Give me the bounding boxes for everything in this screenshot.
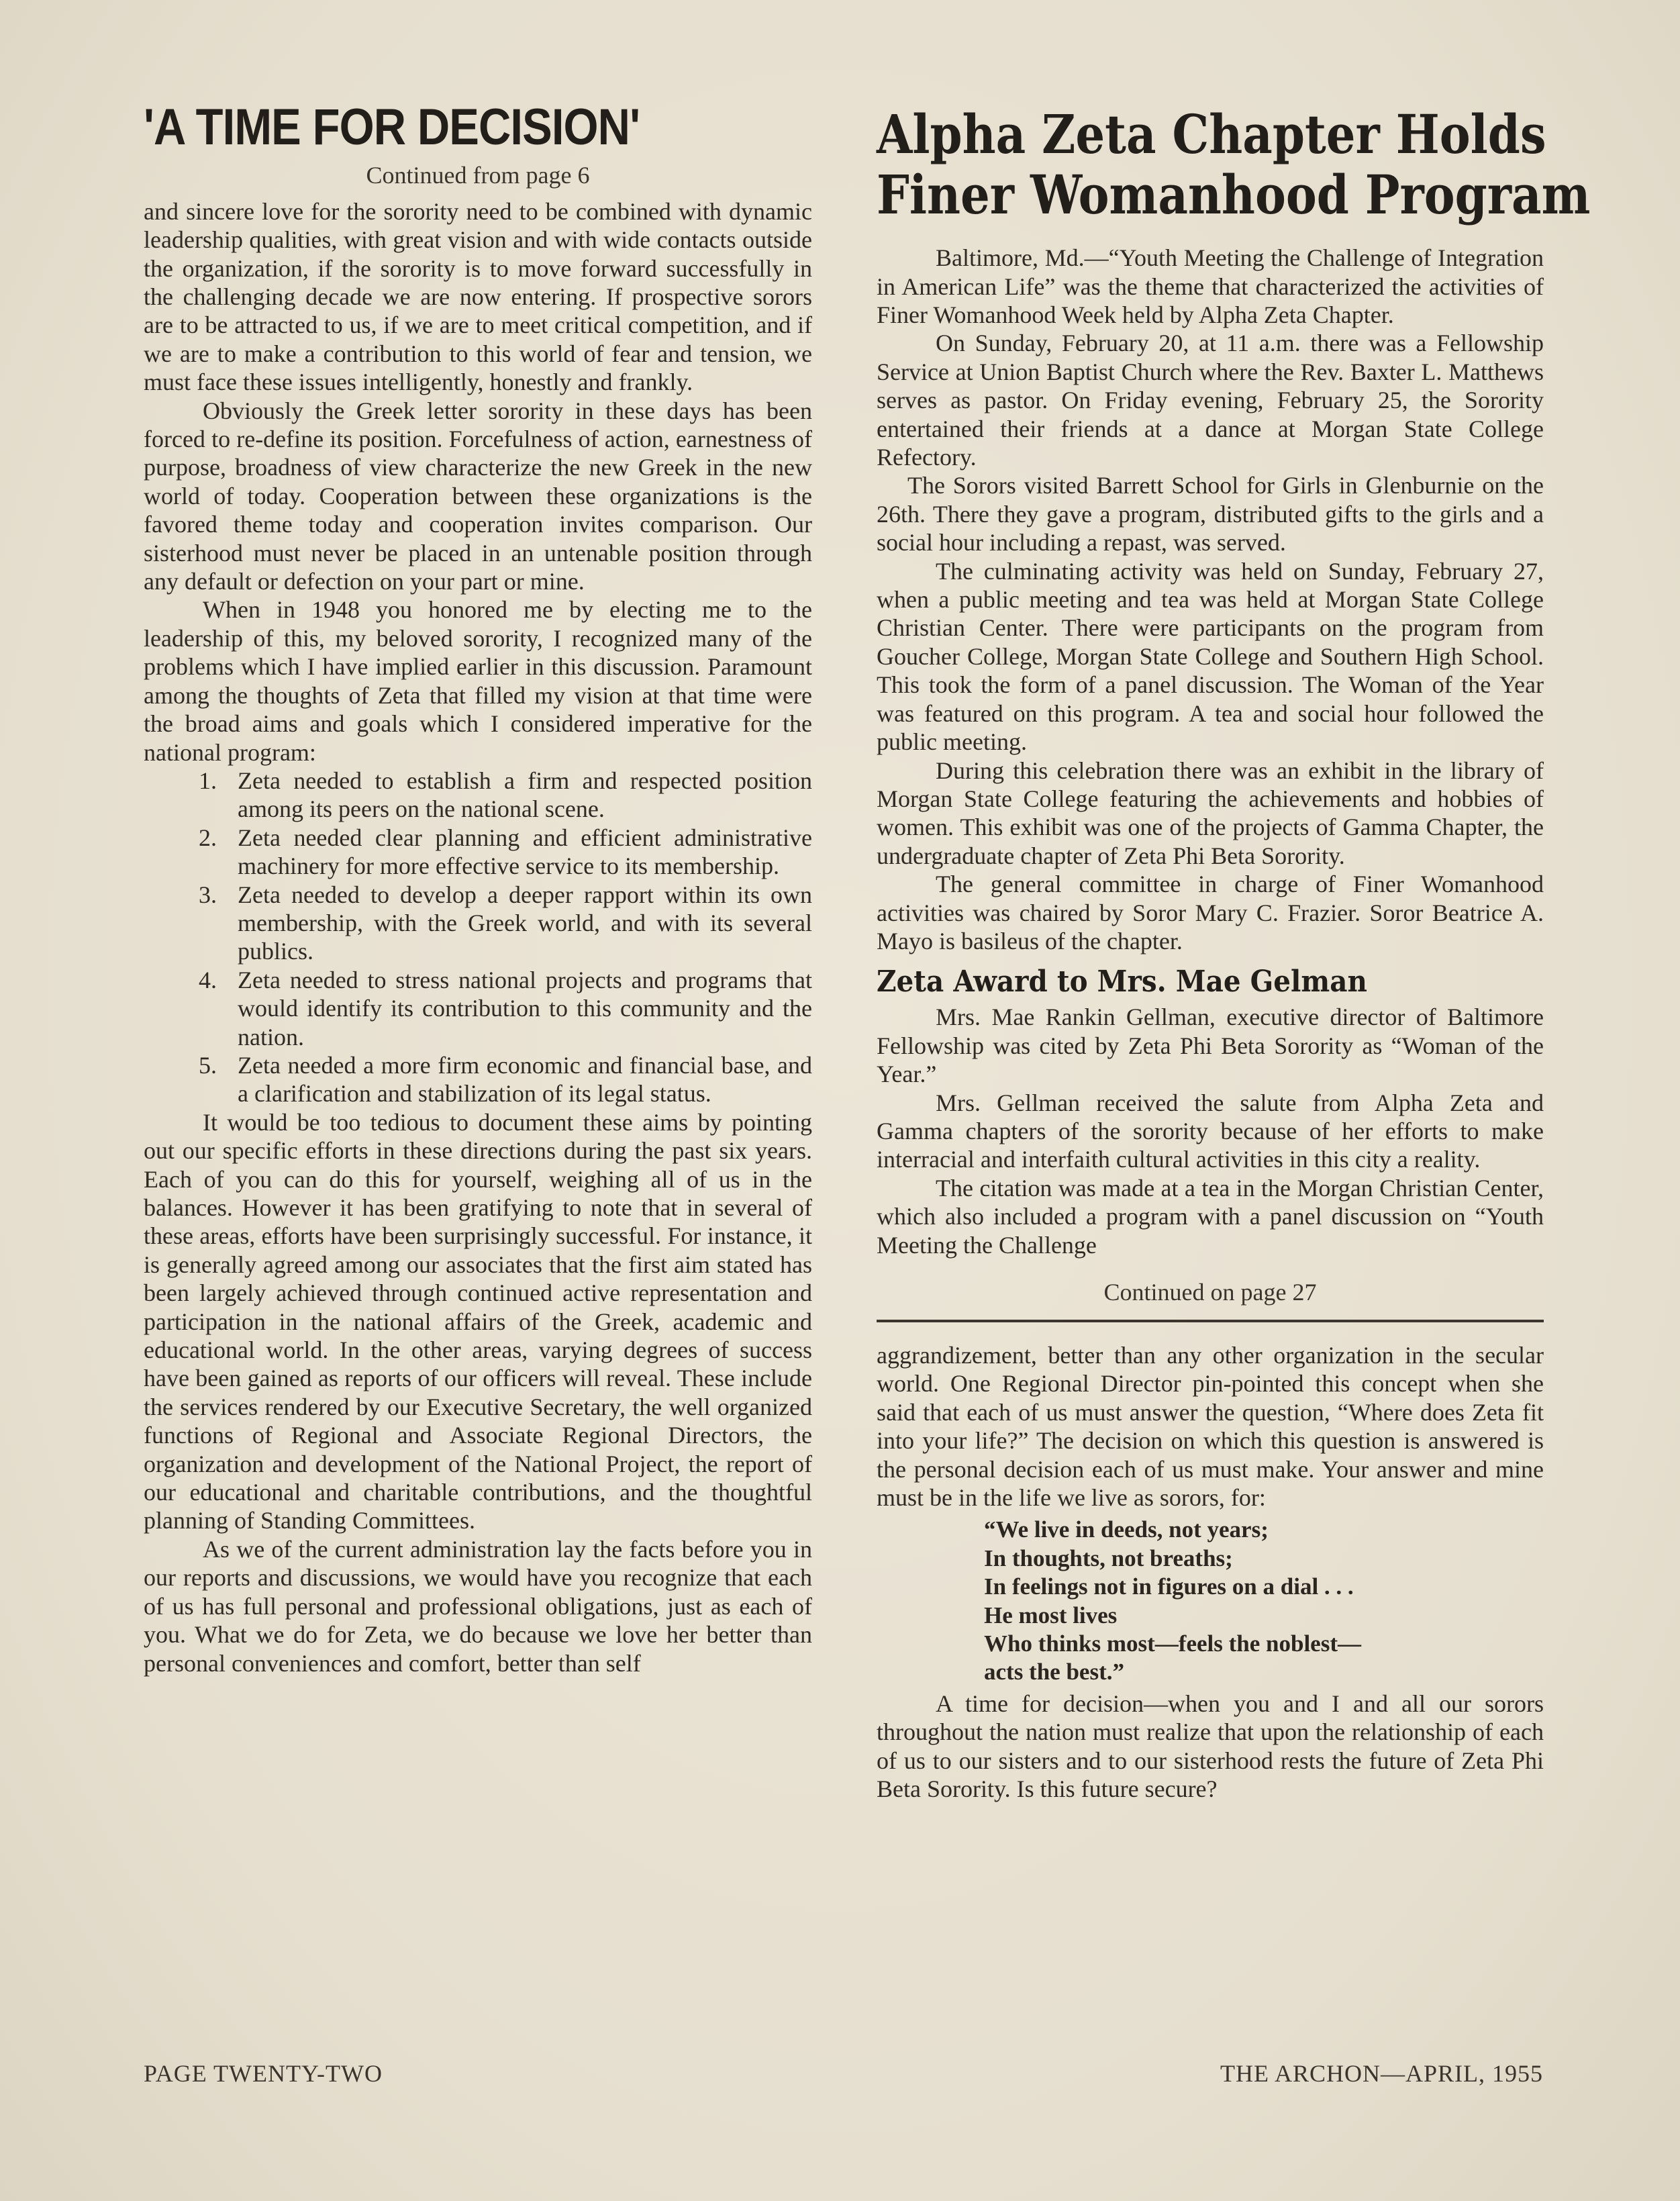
title-line: Finer Womanhood Program: [877, 162, 1591, 226]
paragraph: aggrandizement, better than any other organization in the secular world. One Regional Director pin-pointed this concept when she said that each of us must answer the question, “Where does Zeta fit into your life?” The decision on which this question is answered is the personal decision each of us must make. Your answer and mine must be in the life we live as sorors, for:: [877, 1342, 1544, 1512]
title-line: Alpha Zeta Chapter Holds: [877, 103, 1546, 166]
paragraph: It would be too tedious to document these aims by pointing out our specific efforts in these directions during the past six years. Each of you can do this for yourself, weighing all of us in the balances. However it has been gratifying to note that in several of these areas, efforts have been surprisingly successful. For instance, it is generally agreed among our associates that the first aim stated has been largely achieved through continued active representation and participation in the national affairs of the Greek, academic and educational world. In the other areas, varying degrees of success have been gained as reports of our officers will reveal. These include the services rendered by our Executive Secretary, the well organized functions of Regional and Associate Regional Directors, the organization and development of the National Project, the report of our educational and charitable contributions, and the thoughtful planning of Standing Committees.: [144, 1108, 812, 1534]
poem-quote: [984, 1516, 1544, 1686]
aims-list-item: [199, 824, 812, 881]
aim-text: Zeta needed clear planning and efficient administrative machinery for more effective service to its membership.: [238, 824, 812, 880]
paragraph: During this celebration there was an exhibit in the library of Morgan State College featuring the achievements and hobbies of women. This exhibit was one of the projects of Gamma Chapter, the undergraduate chapter of Zeta Phi Beta Sorority.: [877, 756, 1544, 869]
paragraph: The Sorors visited Barrett School for Girls in Glenburnie on the 26th. There they gave a program, distributed gifts to the girls and a social hour including a repast, was served.: [877, 472, 1544, 556]
poem-line: In thoughts, not breaths;: [984, 1545, 1233, 1571]
aim-number: 5.: [199, 1051, 217, 1079]
aims-list-item: [199, 767, 812, 824]
award-heading: Zeta Award to Mrs. Mae Gelman: [877, 965, 1367, 999]
aim-text: Zeta needed to establish a firm and respected position among its peers on the national scene.: [238, 767, 812, 823]
paragraph: Mrs. Gellman received the salute from Alpha Zeta and Gamma chapters of the sorority because of her efforts to make interracial and interfaith cultural activities in this city a reality.: [877, 1089, 1544, 1173]
continued-on-note: Continued on page 27: [1103, 1279, 1317, 1306]
left-column: [144, 101, 812, 1677]
paragraph: and sincere love for the sorority need to be combined with dynamic leadership qualities, with great vision and with wide contacts outside the organization, if the sorority is to move forward successfully in the challenging decade we are now entering. If prospective sorors are to be attracted to us, if we are to meet critical competition, and if we are to make a contribution to this world of fear and tension, we must face these issues intelligently, honestly and frankly.: [144, 197, 812, 396]
aims-list-item: [199, 881, 812, 966]
paragraph: Mrs. Mae Rankin Gellman, executive director of Baltimore Fellowship was cited by Zeta Phi Beta Sorority as “Woman of the Year.”: [877, 1004, 1544, 1088]
aims-list-item: [199, 1051, 812, 1108]
paragraph: Obviously the Greek letter sorority in these days has been forced to re-define its position. Forcefulness of action, earnestness of purpose, broadness of view characterize the new Greek in the new world of today. Cooperation between these organizations is the favored theme today and cooperation invites comparison. Our sisterhood must never be placed in an untenable position through any default or defection on your part or mine.: [144, 397, 812, 595]
aim-text: Zeta needed to stress national projects and programs that would identify its contribution to this community and the nation.: [238, 966, 812, 1050]
paragraph: The culminating activity was held on Sunday, February 27, when a public meeting and tea was held at Morgan State College Christian Center. There were participants on the program from Goucher College, Morgan State College and Southern High School. This took the form of a panel discussion. The Woman of the Year was featured on this program. A tea and social hour followed the public meeting.: [877, 557, 1544, 756]
page-number-footer: PAGE TWENTY-TWO: [144, 2060, 383, 2087]
aim-number: 3.: [199, 881, 217, 908]
poem-line: Who thinks most—feels the noblest—: [984, 1630, 1361, 1657]
paragraph: On Sunday, February 20, at 11 a.m. there was a Fellowship Service at Union Baptist Church where the Rev. Baxter L. Matthews serves as pastor. On Friday evening, February 25, the Sorority entertained their friends at a dance at Morgan State College Refectory.: [877, 330, 1544, 471]
aim-number: 2.: [199, 824, 217, 851]
article-title-alpha-zeta: [877, 103, 1591, 226]
aim-number: 1.: [199, 767, 217, 794]
poem-line: He most lives: [984, 1602, 1118, 1628]
paragraph: The general committee in charge of Finer Womanhood activities was chaired by Soror Mary C. Frazier. Soror Beatrice A. Mayo is basileus of the chapter.: [877, 871, 1544, 955]
poem-line: In feelings not in figures on a dial . . .: [984, 1573, 1354, 1600]
aim-number: 4.: [199, 966, 217, 993]
divider-rule: [877, 1320, 1544, 1322]
paragraph: Baltimore, Md.—“Youth Meeting the Challenge of Integration in American Life” was the theme that characterized the activities of Finer Womanhood Week held by Alpha Zeta Chapter.: [877, 244, 1544, 328]
poem-line: acts the best.”: [984, 1659, 1124, 1685]
aim-text: Zeta needed to develop a deeper rapport within its own membership, with the Greek world, and with its several publics.: [238, 881, 812, 965]
paragraph: A time for decision—when you and I and all our sorors throughout the nation must realize that upon the relationship of each of us to our sisters and to our sisterhood rests the future of Zeta Phi Beta Sorority. Is this future secure?: [877, 1690, 1544, 1803]
paragraph: The citation was made at a tea in the Morgan Christian Center, which also included a program with a panel discussion on “Youth Meeting the Challenge: [877, 1174, 1544, 1259]
publication-footer: THE ARCHON—APRIL, 1955: [1220, 2060, 1543, 2087]
aims-list: [144, 767, 812, 1108]
paragraph: As we of the current administration lay the facts before you in our reports and discussions, we would have you recognize that each of us has full personal and professional obligations, just as each of you. What we do for Zeta, we do because we love her better than personal conveniences and comfort, better than self: [144, 1535, 812, 1677]
paragraph: When in 1948 you honored me by electing me to the leadership of this, my beloved sorority, I recognized many of the problems which I have implied earlier in this discussion. Paramount among the thoughts of Zeta that filled my vision at that time were the broad aims and goals which I considered imperative for the national program:: [144, 596, 812, 766]
continued-from-note: Continued from page 6: [366, 161, 590, 189]
poem-line: “We live in deeds, not years;: [984, 1516, 1269, 1543]
right-column: [877, 101, 1591, 1804]
aims-list-item: [199, 966, 812, 1051]
aim-text: Zeta needed a more firm economic and financial base, and a clarification and stabilization of its legal status.: [238, 1051, 812, 1108]
article-title-time-for-decision: 'A TIME FOR DECISION': [144, 99, 640, 156]
